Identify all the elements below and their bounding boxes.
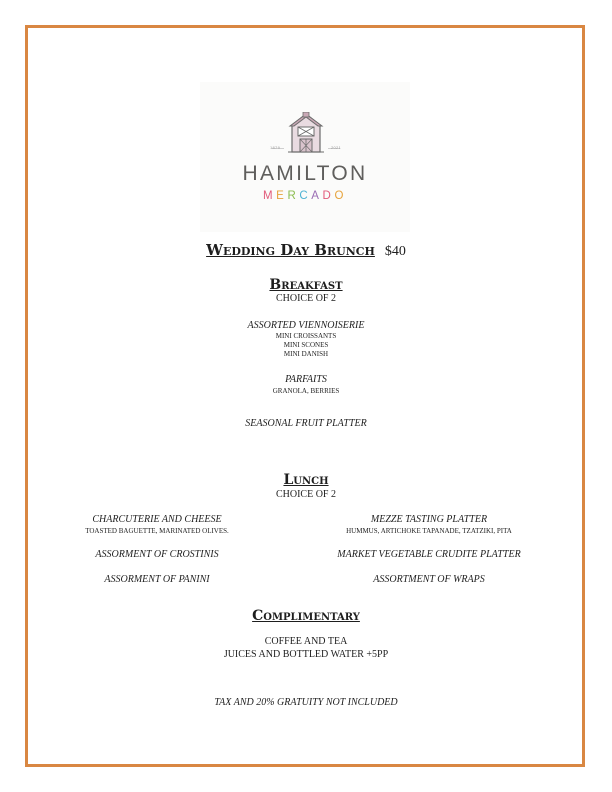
complimentary-line: JUICES AND BOTTLED WATER +5PP [223, 649, 389, 660]
logo-name-text: HAMILTON [242, 162, 368, 185]
logo-subname-letter: M [262, 190, 277, 202]
breakfast-subheading: CHOICE OF 2 [275, 293, 336, 304]
lunch-right-item-detail: HUMMUS, ARTICHOKE TAPANADE, TZATZIKI, PITA [346, 527, 512, 535]
barn-icon [286, 112, 326, 156]
menu-item-detail: MINI SCONES [283, 341, 329, 349]
page-title [0, 241, 612, 260]
logo-subname-letter: A [311, 190, 323, 202]
menu-item-detail: MINI CROISSANTS [275, 332, 337, 340]
menu-item-detail: MINI DANISH [283, 350, 329, 358]
logo-subname-letter: C [299, 190, 312, 202]
footer-note: TAX AND 20% GRATUITY NOT INCLUDED [214, 697, 398, 708]
logo-year-left: 1879 [270, 145, 281, 150]
logo-subname [200, 190, 410, 202]
logo-subname-letter: R [287, 190, 300, 202]
logo-year-right: 2021 [331, 145, 342, 150]
lunch-right-item-name: MEZZE TASTING PLATTER [370, 514, 488, 525]
lunch-left-item-name: CHARCUTERIE AND CHEESE [92, 514, 222, 525]
menu-item-name: ASSORTED VIENNOISERIE [247, 320, 365, 331]
lunch-left-item-name: ASSORMENT OF PANINI [104, 574, 210, 585]
logo-subname-letter: O [334, 190, 347, 202]
menu-item-detail: GRANOLA, BERRIES [272, 387, 340, 395]
breakfast-heading: Breakfast [269, 277, 343, 293]
menu-item-name: SEASONAL FRUIT PLATTER [245, 418, 367, 429]
lunch-right-item-name: ASSORTMENT OF WRAPS [373, 574, 485, 585]
menu-item-name: PARFAITS [285, 374, 327, 385]
title-text: Wedding Day Brunch [206, 241, 375, 259]
logo [200, 82, 410, 232]
lunch-subheading: CHOICE OF 2 [275, 489, 336, 500]
lunch-left-item-detail: TOASTED BAGUETTE, MARINATED OLIVES. [85, 527, 229, 535]
logo-name [200, 162, 410, 186]
lunch-right-item-name: MARKET VEGETABLE CRUDITE PLATTER [337, 549, 521, 560]
complimentary-heading: Complimentary [252, 608, 360, 624]
title-price: $40 [384, 244, 406, 259]
logo-subname-letter: D [322, 190, 335, 202]
logo-subname-letter: E [276, 190, 288, 202]
lunch-left-item-name: ASSORMENT OF CROSTINIS [95, 549, 219, 560]
lunch-heading: Lunch [283, 472, 329, 488]
complimentary-line: COFFEE AND TEA [264, 636, 348, 647]
